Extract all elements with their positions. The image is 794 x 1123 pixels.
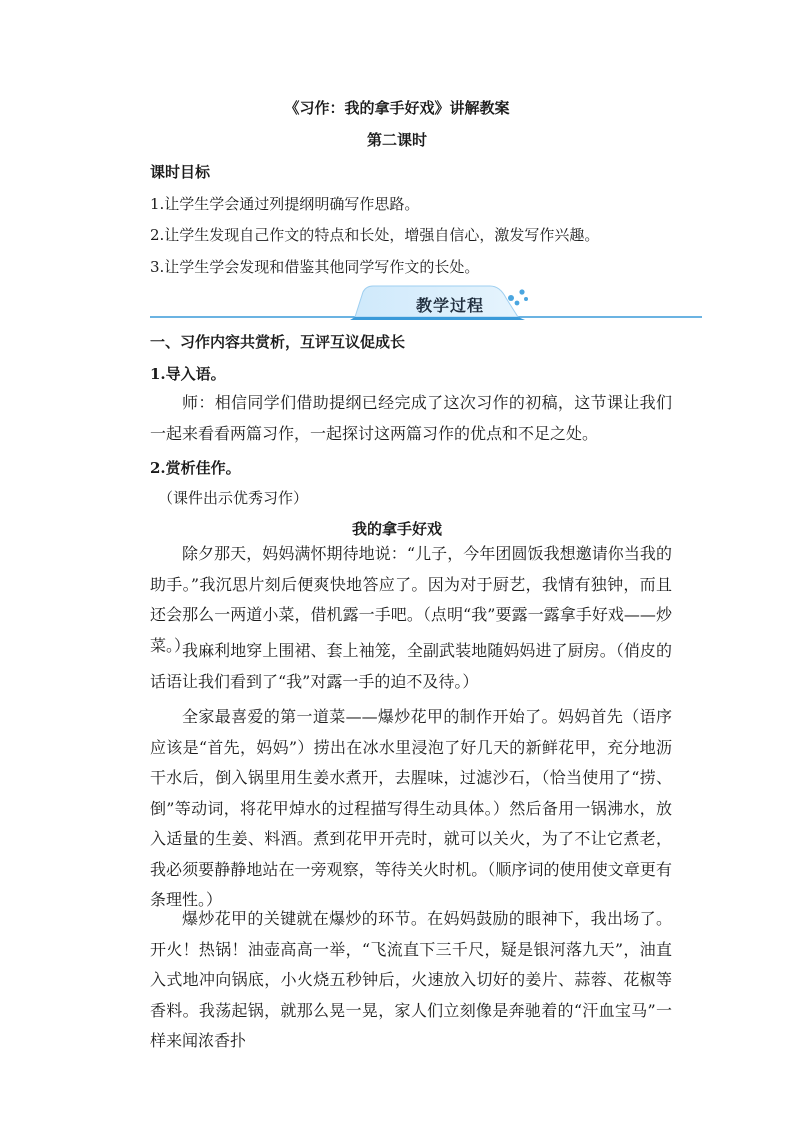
objectives-heading: 课时目标 <box>150 163 211 181</box>
objective-item: 1.让学生学会通过列提纲明确写作思路。 <box>150 195 420 213</box>
section-heading: 一、习作内容共赏析，互评互议促成长 <box>150 333 406 351</box>
document-title: 《习作：我的拿手好戏》讲解教案 <box>284 99 510 117</box>
objective-item: 2.让学生发现自己作文的特点和长处，增强自信心，激发写作兴趣。 <box>150 226 600 244</box>
lesson-subtitle: 第二课时 <box>366 131 427 149</box>
appreciate-heading: 2.赏析佳作。 <box>150 459 241 477</box>
courseware-note: （课件出示优秀习作） <box>158 489 309 507</box>
water-drop-icon <box>508 289 528 305</box>
essay-title: 我的拿手好戏 <box>351 520 442 538</box>
essay-paragraph: 爆炒花甲的关键就在爆炒的环节。在妈妈鼓励的眼神下，我出场了。开火！热锅！油壶高高一举，“飞流直下三千尺，疑是银河落九天”，油直入式地冲向锅底，小火烧五秒钟后，火速放入切好的姜片、蒜蓉、花椒等香料。我荡起锅，就那么晃一晃，家人们立刻像是奔驰着的“汗血宝马”一样来闻浓香扑 <box>150 909 672 1050</box>
intro-heading: 1.导入语。 <box>150 365 226 383</box>
section-banner <box>150 284 702 324</box>
intro-paragraph: 师：相信同学们借助提纲已经完成了这次习作的初稿，这节课让我们一起来看看两篇习作，一起探讨这两篇习作的优点和不足之处。 <box>150 393 672 443</box>
essay-paragraph: 除夕那天，妈妈满怀期待地说：“儿子，今年团圆饭我想邀请你当我的助手。”我沉思片刻后便爽快地答应了。因为对于厨艺，我情有独钟，而且还会那么一两道小菜，借机露一手吧。（点明“我”要露一露拿手好戏——炒菜。） <box>150 544 672 655</box>
objective-item: 3.让学生学会发现和借鉴其他同学写作文的长处。 <box>150 258 480 276</box>
banner-label: 教学过程 <box>415 296 484 315</box>
essay-paragraph: 我麻利地穿上围裙、套上袖笼，全副武装地随妈妈进了厨房。（俏皮的话语让我们看到了“我”对露一手的迫不及待。） <box>150 641 672 691</box>
essay-paragraph: 全家最喜爱的第一道菜——爆炒花甲的制作开始了。妈妈首先（语序应该是“首先，妈妈”）捞出在冰水里浸泡了好几天的新鲜花甲，充分地沥干水后，倒入锅里用生姜水煮开，去腥味，过滤沙石，（恰当使用了“捞、倒”等动词，将花甲焯水的过程描写得生动具体。）然后备用一锅沸水，放入适量的生姜、料酒。煮到花甲开壳时，就可以关火，为了不让它煮老，我必须要静静地站在一旁观察，等待关火时机。（顺序词的使用使文章更有条理性。） <box>150 707 672 909</box>
